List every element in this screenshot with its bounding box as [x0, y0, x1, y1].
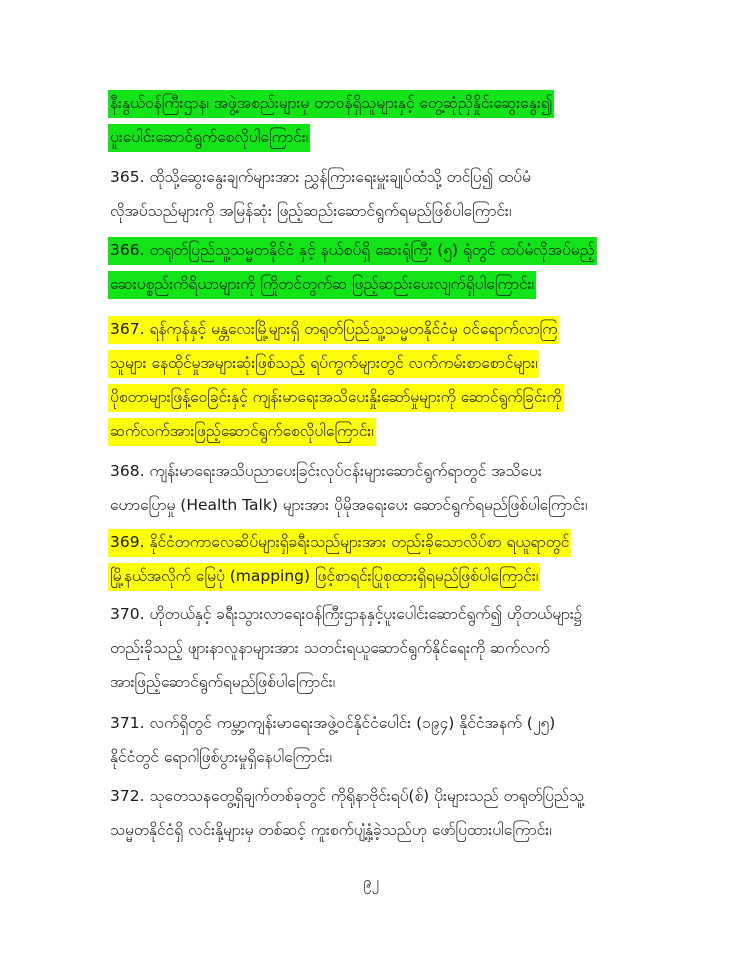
- paragraph-line: 371. လက်ရှိတွင် ကမ္ဘာ့ကျန်းမာရေးအဖွဲ့ဝင်နိုင်ငံပေါင်း (၁၉၄) နိုင်ငံအနက် (၂၅): [110, 714, 556, 732]
- paragraph-368: [108, 454, 668, 522]
- paragraph-line: ပိုစတာများဖြန့်ဝေခြင်းနှင့် ကျန်းမာရေးအသိပေးနှိုးဆော်မှုများကို ဆောင်ရွက်ခြင်းကို: [108, 384, 564, 412]
- paragraph-line: သူများ နေထိုင်မှုအများဆုံးဖြစ်သည့် ရပ်ကွက်များတွင် လက်ကမ်းစာစောင်များ၊: [108, 350, 539, 378]
- paragraph-line: 367. ရန်ကုန်နှင့် မန္တလေးမြို့များရှိ တရုတ်ပြည်သူ့သမ္မတနိုင်ငံမှ ဝင်ရောက်လာကြ: [108, 316, 559, 344]
- paragraph-line: 365. ထိုသို့ဆွေးနွေးချက်များအား ညွှန်ကြားရေးမှူးချုပ်ထံသို့ တင်ပြ၍ ထပ်မံ: [110, 168, 531, 186]
- paragraph-line: တည်းခိုသည့် ဖျားနာလူနာများအား သတင်းရယူဆောင်ရွက်နိုင်ရေးကို ဆက်လက်: [110, 639, 550, 657]
- paragraph-continued: [108, 86, 668, 154]
- paragraph-line: 372. သုတေသနတွေ့ရှိချက်တစ်ခုတွင် ကိုရိုနာဗိုင်းရပ်(စ်) ပိုးများသည် တရုတ်ပြည်သူ့: [110, 787, 584, 805]
- paragraph-line: အားဖြည့်ဆောင်ရွက်ရမည်ဖြစ်ပါကြောင်း၊: [110, 673, 336, 691]
- paragraph-line: 369. နိုင်ငံတကာလေဆိပ်များရှိခရီးသည်များအား တည်းခိုသောလိပ်စာ ရယူရာတွင်: [108, 529, 571, 557]
- paragraph-370: [108, 597, 668, 699]
- paragraph-line: ဟောပြောမှု (Health Talk) များအား ပိုမိုအရေးပေး ဆောင်ရွက်ရမည်ဖြစ်ပါကြောင်း၊: [110, 496, 588, 514]
- paragraph-365: [108, 160, 668, 228]
- paragraph-line: ပူးပေါင်းဆောင်ရွက်စေလိုပါကြောင်း၊: [108, 124, 310, 152]
- paragraph-line: 370. ဟိုတယ်နှင့် ခရီးသွားလာရေးဝန်ကြီးဌာနနှင့်ပူးပေါင်းဆောင်ရွက်၍ ဟိုတယ်များ၌: [110, 605, 583, 623]
- paragraph-369: [108, 525, 668, 593]
- paragraph-line: နိုင်ငံတွင် ရောဂါဖြစ်ပွားမှုရှိနေပါကြောင်း၊: [110, 748, 332, 766]
- paragraph-line: သမ္မတနိုင်ငံရှိ လင်းနို့များမှ တစ်ဆင့် ကူးစက်ပျံ့နှံ့ခဲ့သည်ဟု ဖော်ပြထားပါကြောင်း၊: [110, 821, 552, 839]
- paragraph-line: ဆက်လက်အားဖြည့်ဆောင်ရွက်စေလိုပါကြောင်း၊: [108, 418, 376, 446]
- paragraph-366: [108, 233, 668, 301]
- page-number: ၉၂: [363, 873, 379, 891]
- paragraph-367: [108, 312, 668, 448]
- paragraph-371: [108, 706, 668, 774]
- paragraph-line: လိုအပ်သည်များကို အမြန်ဆုံး ဖြည့်ဆည်းဆောင်ရွက်ရမည်ဖြစ်ပါကြောင်း၊: [110, 202, 512, 220]
- paragraph-line: မြို့နယ်အလိုက် မြေပုံ (mapping) ဖြင့်စာရင်းပြုစုထားရှိရမည်ဖြစ်ပါကြောင်း၊: [108, 563, 540, 591]
- paragraph-line: 368. ကျန်းမာရေးအသိပညာပေးခြင်းလုပ်ငန်းများဆောင်ရွက်ရာတွင် အသိပေး: [110, 462, 542, 480]
- paragraph-372: [108, 779, 668, 847]
- paragraph-line: နီးနွယ်ဝန်ကြီးဌာန၊ အဖွဲ့အစည်းများမှ တာဝန်ရှိသူများနှင့် တွေ့ဆုံညှိနှိုင်းဆွေးနွေး၍: [108, 90, 554, 118]
- paragraph-line: ဆေးပစ္စည်းကိရိယာများကို ကြိုတင်တွက်ဆ ဖြည့်ဆည်းပေးလျက်ရှိပါကြောင်း၊: [108, 271, 536, 299]
- paragraph-line: 366. တရုတ်ပြည်သူ့သမ္မတနိုင်ငံ နှင့် နယ်စပ်ရှိ ဆေးရုံကြီး (၅) ရုံတွင် ထပ်မံလိုအပ်မည့်: [108, 237, 597, 265]
